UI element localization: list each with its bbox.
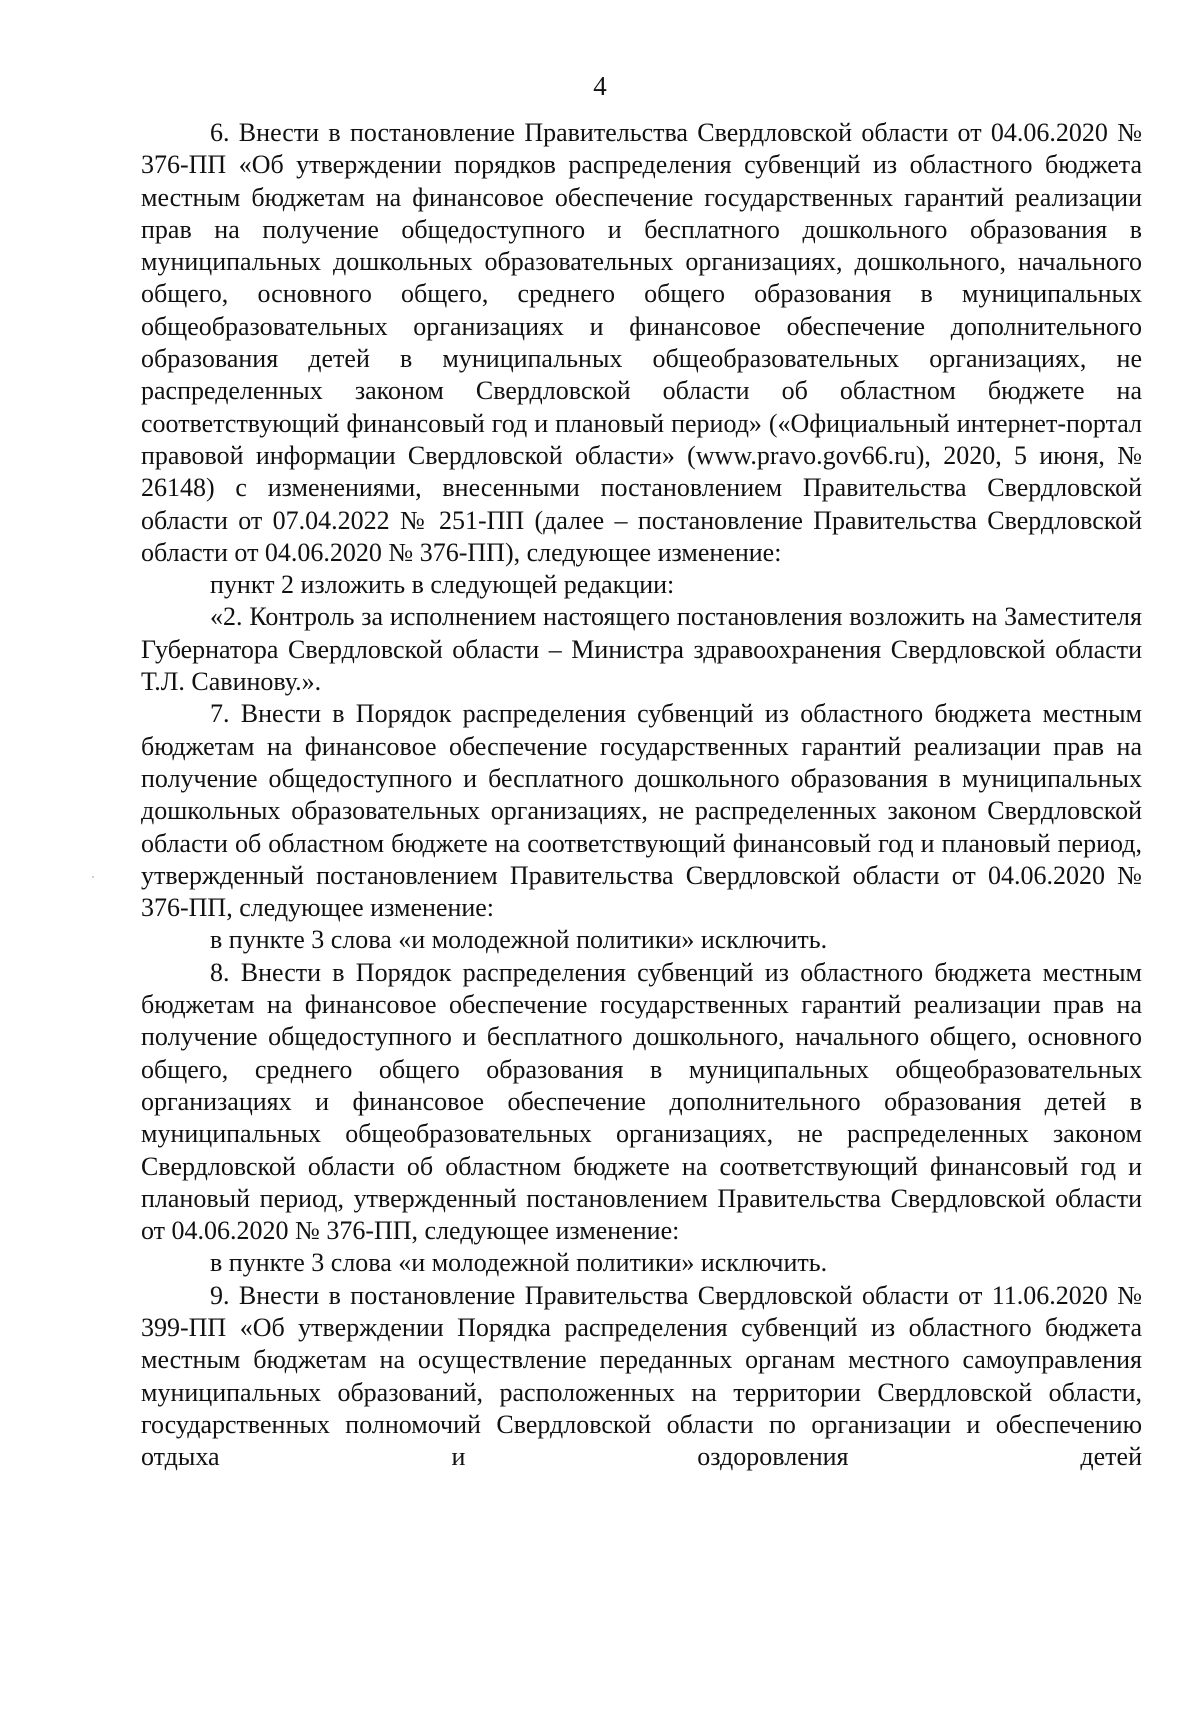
paragraph-item-8-instruction: в пункте 3 слова «и молодежной политики» исключить.: [210, 1248, 828, 1278]
document-body: [141, 117, 1142, 1473]
paragraph-item-8: 8. Внести в Порядок распределения субвенций из областного бюджета местным бюджетам на финансовое обеспечение государственных гарантий реализации прав на получение общедоступного и бесплатного дошкольного, начального общего, основного общего, среднего общего образования в муниципальных общеобразовательных организациях и финансовое обеспечение дополнительного образования детей в муниципальных общеобразовательных организациях, не распределенных законом Свердловской области об областном бюджете на соответствующий финансовый год и плановый период, утвержденный постановлением Правительства Свердловской области от 04.06.2020 № 376-ПП, следующее изменение:: [141, 957, 1142, 1246]
paragraph-item-6-quote: «2. Контроль за исполнением настоящего постановления возложить на Заместителя Губернатора Свердловской области – Министра здравоохранения Свердловской области Т.Л. Савинову.».: [141, 602, 1142, 697]
paragraph-item-6: 6. Внести в постановление Правительства Свердловской области от 04.06.2020 № 376-ПП «Об утверждении порядков распределения субвенций из областного бюджета местным бюджетам на финансовое обеспечение государственных гарантий реализации прав на получение общедоступного и бесплатного дошкольного образования в муниципальных дошкольных образовательных организациях, дошкольного, начального общего, основного общего, среднего общего образования в муниципальных общеобразовательных организациях и финансовое обеспечение дополнительного образования детей в муниципальных общеобразовательных организациях, не распределенных законом Свердловской области об областном бюджете на соответствующий финансовый год и плановый период» («Официальный интернет-портал правовой информации Свердловской области» (www.pravo.gov66.ru), 2020, 5 июня, № 26148) с изменениями, внесенными постановлением Правительства Свердловской области от 07.04.2022 № 251-ПП (далее – постановление Правительства Свердловской области от 04.06.2020 № 376-ПП), следующее изменение:: [141, 118, 1142, 567]
paragraph-item-7-instruction: в пункте 3 слова «и молодежной политики» исключить.: [210, 925, 828, 955]
scan-artifact: [92, 876, 94, 878]
paragraph-item-7: 7. Внести в Порядок распределения субвенций из областного бюджета местным бюджетам на финансовое обеспечение государственных гарантий реализации прав на получение общедоступного и бесплатного дошкольного образования в муниципальных дошкольных образовательных организациях, не распределенных законом Свердловской области об областном бюджете на соответствующий финансовый год и плановый период, утвержденный постановлением Правительства Свердловской области от 04.06.2020 № 376-ПП, следующее изменение:: [141, 699, 1142, 923]
paragraph-item-6-instruction: пункт 2 изложить в следующей редакции:: [210, 570, 675, 600]
paragraph-item-9: 9. Внести в постановление Правительства Свердловской области от 11.06.2020 № 399-ПП «Об утверждении Порядка распределения субвенций из областного бюджета местным бюджетам на осуществление переданных органам местного самоуправления муниципальных образований, расположенных на территории Свердловской области, государственных полномочий Свердловской области по организации и обеспечению отдыха и оздоровления детей: [141, 1280, 1142, 1472]
page-number: 4: [593, 71, 607, 101]
